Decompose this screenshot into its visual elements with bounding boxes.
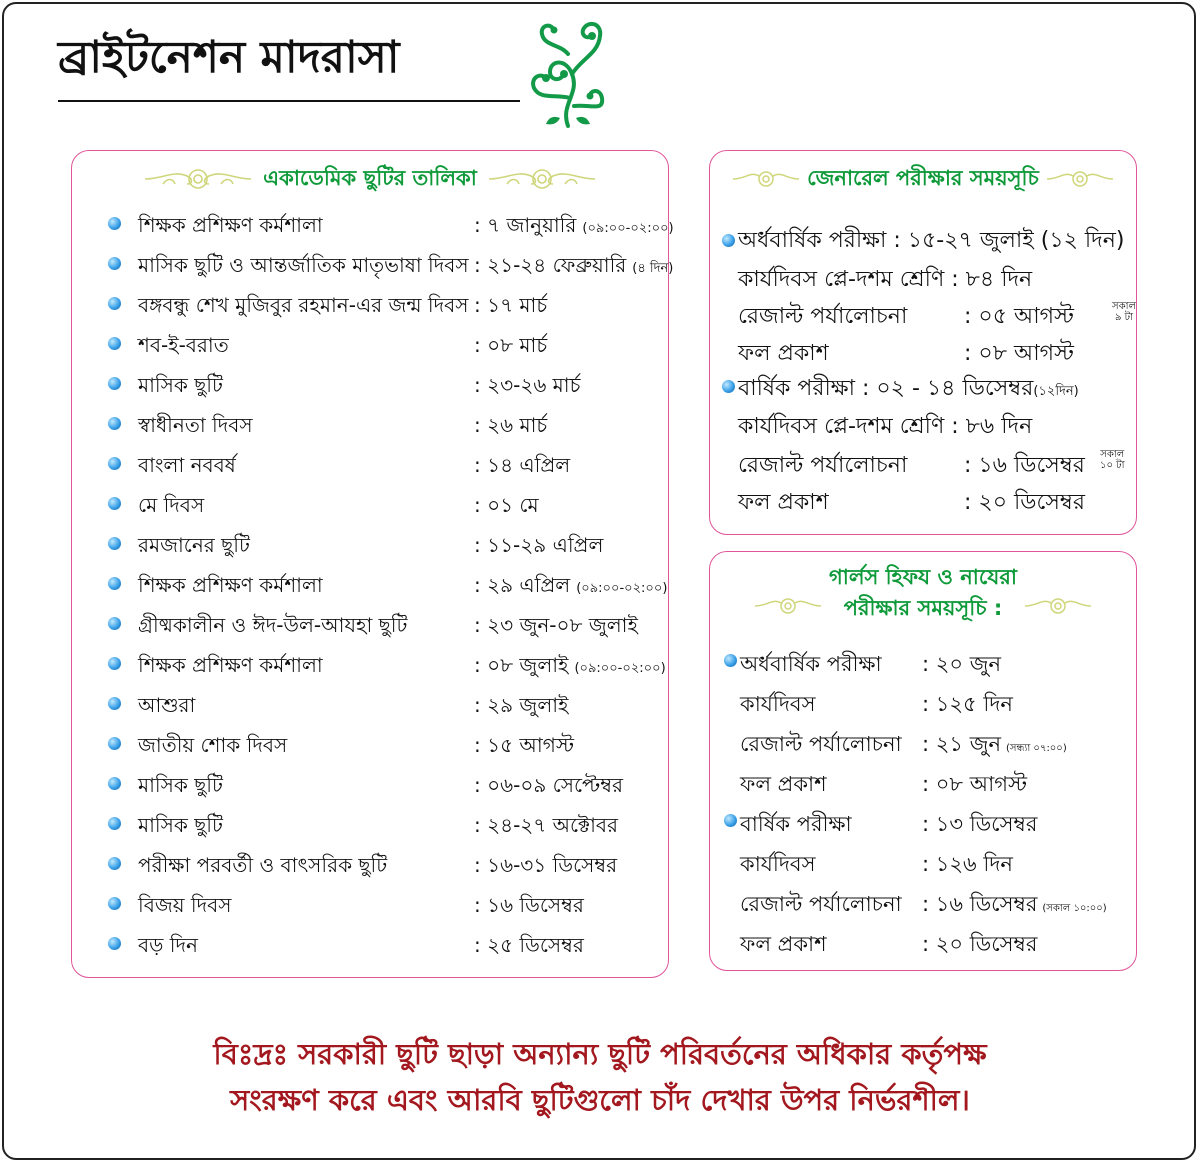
girls-exam-value-text: : ১৬ ডিসেম্বর	[922, 892, 1038, 916]
holiday-date	[474, 531, 603, 564]
holiday-date	[474, 571, 667, 604]
general-exam-panel	[709, 150, 1137, 535]
girls-exam-value-text: : ২০ ডিসেম্বর	[922, 932, 1038, 956]
holiday-row	[108, 803, 664, 843]
annual-heading	[738, 371, 1079, 408]
holiday-row	[108, 203, 674, 243]
annual-review-label: রেজাল্ট পর্যালোচনা	[738, 453, 908, 478]
holiday-date	[474, 491, 539, 524]
blue-dot-icon	[108, 537, 121, 550]
girls-exam-row	[740, 680, 1135, 720]
annual-review-note	[1100, 449, 1125, 471]
blue-dot-icon	[724, 654, 737, 667]
girls-exam-value-text: : ২১ জুন	[922, 732, 1002, 756]
holiday-name: মাসিক ছুটি	[138, 813, 223, 837]
half-yearly-review-label: রেজাল্ট পর্যালোচনা	[738, 304, 908, 329]
holiday-date-text: : ৭ জানুয়ারি	[474, 213, 577, 237]
holiday-row	[108, 483, 664, 523]
blue-dot-icon	[108, 297, 121, 310]
holiday-name: মে দিবস	[138, 493, 205, 517]
holiday-date-text: : ১৪ এপ্রিল	[474, 453, 571, 477]
blue-dot-icon	[108, 577, 121, 590]
holiday-date	[474, 891, 584, 924]
girls-exam-value	[922, 768, 1027, 803]
holiday-name: শিক্ষক প্রশিক্ষণ কর্মশালা	[138, 573, 323, 597]
review-note-line: সকাল	[1100, 449, 1125, 460]
girls-exam-value	[922, 648, 1001, 683]
annual-heading-note: (১২দিন)	[1033, 384, 1079, 399]
holiday-date	[474, 731, 574, 764]
holiday-name: বিজয় দিবস	[138, 893, 232, 917]
holiday-name: স্বাধীনতা দিবস	[138, 413, 253, 437]
holiday-name: শিক্ষক প্রশিক্ষণ কর্মশালা	[138, 213, 323, 237]
girls-exam-value	[922, 808, 1037, 843]
holiday-date-text: : ২১-২৪ ফেব্রুয়ারি	[474, 253, 627, 277]
girls-exam-label: অর্ধবার্ষিক পরীক্ষা	[740, 652, 882, 676]
girls-exam-value	[922, 688, 1013, 723]
girls-exam-label: বার্ষিক পরীক্ষা	[740, 812, 852, 836]
girls-exam-row	[740, 760, 1135, 800]
blue-dot-icon	[108, 617, 121, 630]
holiday-name: রমজানের ছুটি	[138, 533, 250, 557]
blue-dot-icon	[108, 897, 121, 910]
blue-dot-icon	[722, 234, 735, 247]
girls-exam-value-text: : ১২৫ দিন	[922, 692, 1013, 716]
blue-dot-icon	[108, 337, 121, 350]
annual-heading-text: বার্ষিক পরীক্ষা : ০২ - ১৪ ডিসেম্বর	[738, 376, 1034, 401]
holiday-date-text: : ২৯ জুলাই	[474, 693, 569, 717]
girls-exam-label: কার্যদিবস	[740, 692, 816, 716]
holiday-name: মাসিক ছুটি	[138, 373, 223, 397]
footer-note-line-2: সংরক্ষণ করে এবং আরবি ছুটিগুলো চাঁদ দেখার উপর নির্ভরশীল।	[230, 1083, 970, 1117]
girls-exam-label: রেজাল্ট পর্যালোচনা	[740, 732, 902, 756]
holiday-name: মাসিক ছুটি ও আন্তর্জাতিক মাতৃভাষা দিবস	[138, 253, 469, 277]
holiday-date	[474, 291, 547, 324]
girls-exam-value	[922, 888, 1107, 923]
holiday-date	[474, 851, 617, 884]
girls-exam-note: (সন্ধ্যা ০৭:০০)	[1006, 743, 1067, 754]
holiday-date-text: : ০৬-০৯ সেপ্টেম্বর	[474, 773, 624, 797]
annual-publish-value: : ২০ ডিসেম্বর	[964, 490, 1085, 515]
blue-dot-icon	[108, 857, 121, 870]
half-yearly-workdays: কার্যদিবস প্লে-দশম শ্রেণি : ৮৪ দিন	[738, 267, 1033, 292]
holiday-row	[108, 363, 664, 403]
girls-exam-value-text: : ২০ জুন	[922, 652, 1002, 676]
holiday-row	[108, 763, 664, 803]
holiday-date-text: : ২৩-২৬ মার্চ	[474, 373, 581, 397]
holiday-date	[474, 451, 570, 484]
holiday-name: শব-ই-বরাত	[138, 333, 229, 357]
gold-flourish-icon	[487, 164, 597, 194]
holiday-name: বাংলা নববর্ষ	[138, 453, 236, 477]
gold-flourish-icon	[1023, 593, 1093, 619]
holiday-row	[108, 643, 664, 683]
half-yearly-publish-label: ফল প্রকাশ	[738, 341, 829, 366]
general-exam-header	[710, 163, 1136, 194]
holiday-row	[108, 283, 664, 323]
holiday-name: আশুরা	[138, 693, 196, 717]
girls-exam-value	[922, 728, 1067, 763]
girls-exam-row	[740, 640, 1135, 680]
holiday-row	[108, 443, 664, 483]
holiday-panel	[71, 150, 674, 978]
blue-dot-icon	[108, 777, 121, 790]
holiday-date	[474, 251, 673, 284]
holiday-date	[474, 371, 580, 404]
holiday-panel-header	[72, 163, 668, 194]
blue-dot-icon	[108, 417, 121, 430]
blue-dot-icon	[108, 257, 121, 270]
holiday-name: মাসিক ছুটি	[138, 773, 223, 797]
girls-exam-note: (সকাল ১০:০০)	[1042, 903, 1107, 914]
blue-dot-icon	[108, 657, 121, 670]
holiday-date	[474, 811, 618, 844]
holiday-row	[108, 563, 668, 603]
holiday-name: পরীক্ষা পরবর্তী ও বাৎসরিক ছুটি	[138, 853, 388, 877]
footer-note-line-1: বিঃদ্রঃ সরকারী ছুটি ছাড়া অন্যান্য ছুটি পরিবর্তনের অধিকার কর্তৃপক্ষ	[213, 1037, 987, 1071]
annual-workdays: কার্যদিবস প্লে-দশম শ্রেণি : ৮৬ দিন	[738, 414, 1033, 439]
girls-exam-value-text: : ১২৬ দিন	[922, 852, 1013, 876]
holiday-date-text: : ১৫ আগস্ট	[474, 733, 574, 757]
holiday-note: (০৯:০০-০২:০০)	[576, 581, 668, 596]
holiday-date-text: : ০৮ মার্চ	[474, 333, 548, 357]
holiday-row	[108, 603, 664, 643]
gold-flourish-icon	[143, 164, 253, 194]
holiday-row	[108, 323, 664, 363]
girls-exam-title	[829, 562, 1017, 624]
holiday-name: শিক্ষক প্রশিক্ষণ কর্মশালা	[138, 653, 323, 677]
holiday-row	[108, 723, 664, 763]
girls-exam-row	[740, 920, 1135, 960]
blue-dot-icon	[108, 377, 121, 390]
half-yearly-review-note	[1112, 301, 1136, 323]
holiday-panel-title: একাডেমিক ছুটির তালিকা	[263, 166, 477, 190]
girls-exam-panel	[709, 551, 1137, 971]
girls-exam-value-text: : ১৩ ডিসেম্বর	[922, 812, 1038, 836]
holiday-date	[474, 651, 666, 684]
holiday-date	[474, 611, 638, 644]
girls-exam-row	[740, 800, 1135, 840]
holiday-name: বড় দিন	[138, 933, 198, 957]
blue-dot-icon	[108, 457, 121, 470]
holiday-row	[108, 843, 664, 883]
girls-exam-row	[740, 720, 1135, 760]
holiday-date-text: : ১৭ মার্চ	[474, 293, 548, 317]
holiday-date	[474, 331, 547, 364]
half-yearly-heading: অর্ধবার্ষিক পরীক্ষা : ১৫-২৭ জুলাই (১২ দিন)	[738, 228, 1125, 253]
holiday-note: (০৯:০০-০২:০০)	[582, 221, 674, 236]
holiday-date-text: : ২৯ এপ্রিল	[474, 573, 571, 597]
holiday-row	[108, 243, 674, 283]
holiday-date-text: : ২৬ মার্চ	[474, 413, 548, 437]
blue-dot-icon	[108, 937, 121, 950]
holiday-date-text: : ০১ মে	[474, 493, 539, 517]
holiday-name: গ্রীষ্মকালীন ও ঈদ-উল-আযহা ছুটি	[138, 613, 408, 637]
holiday-date-text: : ২৩ জুন-০৮ জুলাই	[474, 613, 638, 637]
holiday-date-text: : ২৫ ডিসেম্বর	[474, 933, 584, 957]
page-title: ব্রাইটনেশন মাদরাসা	[58, 32, 400, 83]
general-exam-title: জেনারেল পরীক্ষার সময়সূচি	[807, 166, 1039, 190]
holiday-date	[474, 691, 568, 724]
half-yearly-publish-value: : ০৮ আগস্ট	[964, 341, 1075, 366]
blue-dot-icon	[724, 814, 737, 827]
girls-exam-row	[740, 840, 1135, 880]
holiday-date	[474, 211, 674, 244]
blue-dot-icon	[108, 697, 121, 710]
holiday-name: বঙ্গবন্ধু শেখ মুজিবুর রহমান-এর জন্ম দিবস	[138, 293, 469, 317]
annual-publish-label: ফল প্রকাশ	[738, 490, 829, 515]
blue-dot-icon	[108, 497, 121, 510]
holiday-date-text: : ১১-২৯ এপ্রিল	[474, 533, 604, 557]
girls-exam-label: ফল প্রকাশ	[740, 772, 827, 796]
blue-dot-icon	[722, 380, 735, 393]
girls-exam-header	[710, 562, 1136, 624]
blue-dot-icon	[108, 817, 121, 830]
girls-exam-value	[922, 848, 1013, 883]
holiday-date	[474, 931, 584, 964]
holiday-note: (৪ দিন)	[632, 261, 674, 276]
girls-exam-label: কার্যদিবস	[740, 852, 816, 876]
blue-dot-icon	[108, 217, 121, 230]
annual-review-value: : ১৬ ডিসেম্বর	[964, 453, 1085, 478]
girls-exam-value-text: : ০৮ আগস্ট	[922, 772, 1028, 796]
holiday-date-text: : ১৬-৩১ ডিসেম্বর	[474, 853, 618, 877]
review-note-line: ১০ টা	[1100, 460, 1125, 471]
girls-exam-label: রেজাল্ট পর্যালোচনা	[740, 892, 902, 916]
holiday-row	[108, 923, 664, 963]
title-underline	[58, 100, 520, 102]
girls-exam-title-line: গার্লস হিফয ও নাযেরা	[828, 565, 1018, 589]
holiday-row	[108, 523, 664, 563]
holiday-name: জাতীয় শোক দিবস	[138, 733, 288, 757]
girls-exam-title-line: পরীক্ষার সময়সূচি :	[843, 596, 1003, 620]
half-yearly-review-value: : ০৫ আগস্ট	[964, 304, 1075, 329]
review-note-line: ৯ টা	[1114, 312, 1133, 323]
holiday-date-text: : ১৬ ডিসেম্বর	[474, 893, 584, 917]
floral-swirl-icon	[520, 14, 612, 132]
girls-exam-value	[922, 928, 1037, 963]
review-note-line: সকাল	[1112, 301, 1136, 312]
gold-flourish-icon	[753, 593, 823, 619]
holiday-row	[108, 883, 664, 923]
holiday-row	[108, 683, 664, 723]
blue-dot-icon	[108, 737, 121, 750]
gold-flourish-icon	[731, 166, 801, 192]
holiday-date	[474, 771, 623, 804]
gold-flourish-icon	[1045, 166, 1115, 192]
holiday-date	[474, 411, 547, 444]
girls-exam-label: ফল প্রকাশ	[740, 932, 827, 956]
holiday-row	[108, 403, 664, 443]
holiday-date-text: : ০৮ জুলাই	[474, 653, 569, 677]
holiday-note: (০৯:০০-০২:০০)	[574, 661, 666, 676]
holiday-date-text: : ২৪-২৭ অক্টোবর	[474, 813, 619, 837]
girls-exam-row	[740, 880, 1135, 920]
